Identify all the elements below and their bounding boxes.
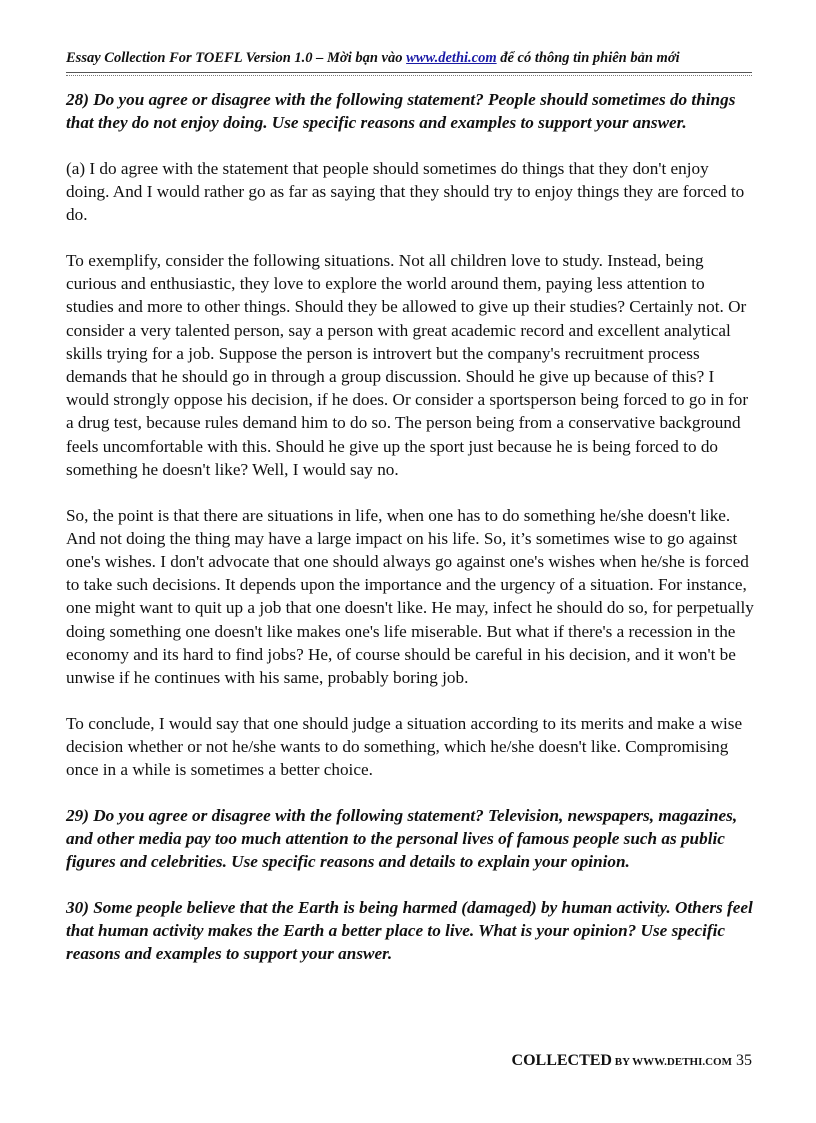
essay-paragraph: (a) I do agree with the statement that people should sometimes do things that they don't enjoy doing. And I would rather go as far as saying that they should try to enjoy things they are forced to do. — [66, 158, 745, 225]
page-number: 35 — [736, 1052, 752, 1069]
question-28: 28) Do you agree or disagree with the following statement? People should sometimes do things that they do not enjoy doing. Use specific reasons and examples to support your answer. — [66, 90, 736, 133]
essay-paragraph: To conclude, I would say that one should judge a situation according to its merits and make a wise decision whether or not he/she wants to do something, which he/she doesn't like. Compromising once in a while is sometimes a better choice. — [66, 713, 743, 780]
footer-site: WWW.DETHI.COM — [632, 1056, 732, 1068]
footer-collected: COLLECTED — [511, 1052, 612, 1069]
essay-paragraph: To exemplify, consider the following situations. Not all children love to study. Instead, being curious and enthusiastic, they love to explore the world around them, paying less attention to studies and more to other things. Should they be allowed to give up their studies? Certainly not. Or consider a very talented person, say a person with great academic record and excellent analytical skills trying for a job. Suppose the person is introvert but the company's recruitment process demands that he should go in through a group discussion. Should he give up because of this? I would strongly oppose his decision, if he does. Or consider a sportsperson being forced to go in for a drug test, because rules demand him to do so. The person being from a conservative background feels uncomfortable with this. Should he give up the sport just because he is being forced to do something he doesn't like? Well, I would say no. — [66, 251, 749, 479]
page-footer — [480, 1052, 752, 1070]
page-content — [66, 88, 756, 966]
question-29: 29) Do you agree or disagree with the following statement? Television, newspapers, magazines, and other media pay too much attention to the personal lives of famous people such as public figures and celebrities. Use specific reasons and details to explain your opinion. — [66, 805, 738, 872]
header-note: để có thông tin phiên bản mới — [496, 50, 680, 66]
question-30: 30) Some people believe that the Earth is being harmed (damaged) by human activity. Others feel that human activity makes the Earth a better place to live. What is your opinion? Use specific reasons and examples to support your answer. — [66, 897, 753, 964]
footer-by: BY — [611, 1056, 633, 1068]
essay-paragraph: So, the point is that there are situations in life, when one has to do something he/she doesn't like. And not doing the thing may have a large impact on his life. So, it’s sometimes wise to go against one's wishes. I don't advocate that one should always go against one's wishes when he/she is forced to take such decisions. It depends upon the importance and the urgency of a situation. For instance, one might want to quit up a job that one doesn't like. He may, infect he should do so, for perpetually doing something one doesn't like makes one's life miserable. But what if there's a recession in the economy and its hard to find jobs? He, of course should be careful in his decision, and it won't be unwise if he continues with his same, probably boring job. — [66, 505, 754, 687]
header-title: Essay Collection For TOEFL Version 1.0 – Mời bạn vào — [66, 50, 407, 66]
running-header — [66, 50, 752, 67]
header-divider — [66, 72, 752, 76]
header-link[interactable]: www.dethi.com — [406, 50, 497, 66]
